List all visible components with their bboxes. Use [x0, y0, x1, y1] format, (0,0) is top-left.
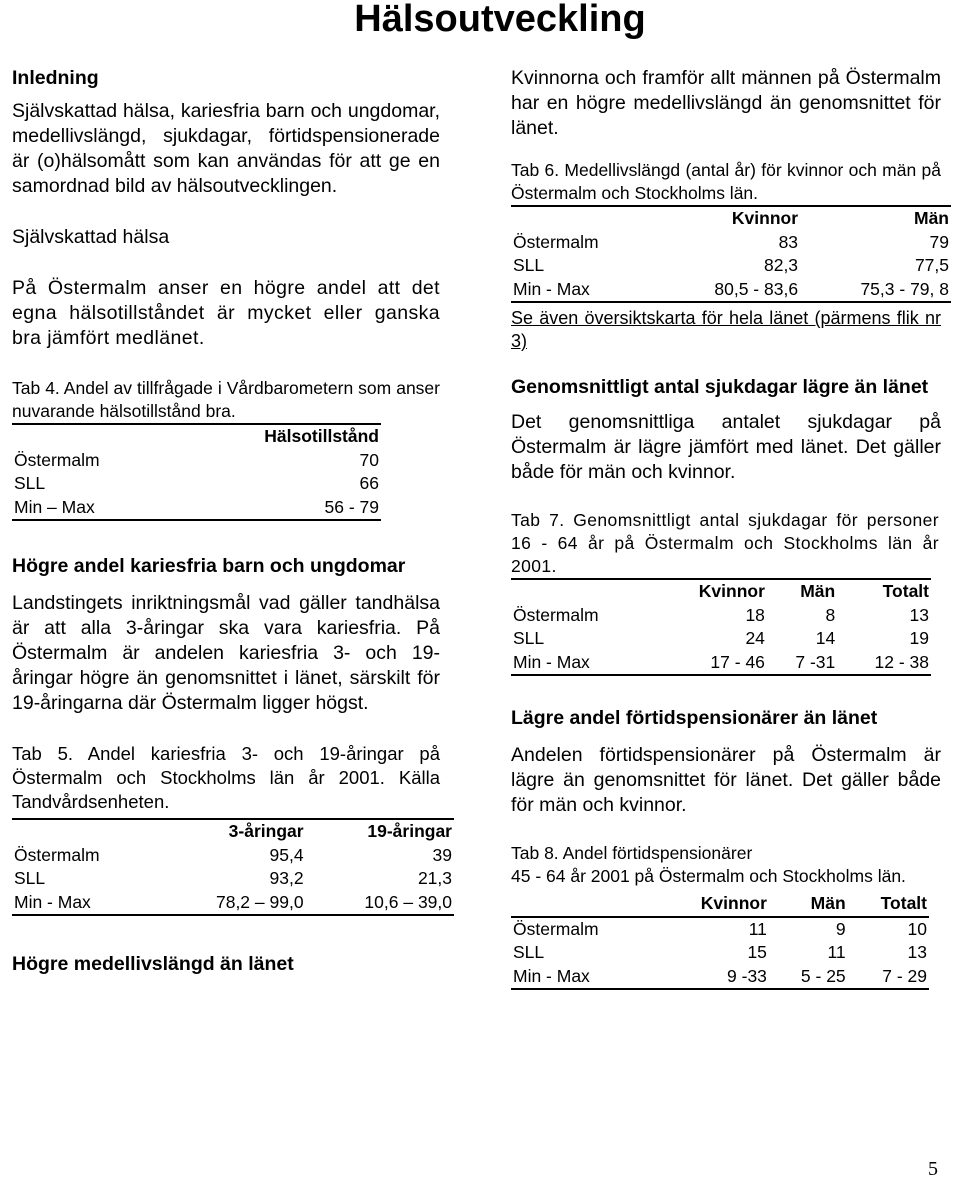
table-cell: 13: [909, 604, 929, 625]
tab6-table: [511, 205, 951, 303]
disability-pension-heading: Lägre andel förtidspensionärer än länet: [511, 707, 878, 729]
table-row: [511, 604, 931, 628]
table-header-cell: [511, 206, 657, 231]
table-cell: SLL: [513, 628, 545, 649]
table-cell: 10,6 – 39,0: [306, 891, 454, 916]
table-header-cell: Män: [800, 206, 951, 231]
table-cell: SLL: [14, 473, 46, 494]
table-header-cell: Kvinnor: [657, 206, 800, 231]
table-cell: 70: [359, 449, 379, 470]
table-cell: 75,3 - 79, 8: [800, 278, 951, 303]
table-header-cell: Hälsotillstånd: [171, 424, 381, 449]
table-row: [12, 496, 381, 521]
table-cell: 8: [825, 604, 836, 625]
table-cell: SLL: [513, 255, 545, 276]
table-cell: 15: [747, 942, 767, 963]
table-row: [511, 917, 929, 942]
table-header-cell: [12, 424, 171, 449]
table-row: [511, 254, 951, 278]
table-cell: 17 - 46: [655, 651, 767, 676]
table-cell: SLL: [513, 942, 545, 963]
table-row: [12, 472, 381, 496]
table-cell: 21,3: [417, 868, 452, 889]
table-header-cell: [511, 892, 656, 917]
table-header-cell: Män: [810, 893, 846, 914]
caries-heading: Högre andel kariesfria barn och ungdomar: [12, 555, 406, 577]
table-cell: 9: [769, 917, 848, 942]
table-cell: 14: [815, 628, 836, 649]
page-title: Hälsoutveckling: [354, 0, 646, 40]
sick-days-heading: Genomsnittligt antal sjukdagar lägre än länet: [511, 376, 929, 398]
table-cell: 7 -31: [767, 651, 837, 676]
intro-text: Självskattad hälsa, kariesfria barn och ungdomar, medellivslängd, sjukdagar, förtidspensionerade är (o)hälsomått som kan användas för att ge en samordnad bild av hälsoutvecklingen.: [12, 100, 440, 197]
table-header-row: [12, 819, 454, 844]
tab6-caption: Tab 6. Medellivslängd (antal år) för kvinnor och män på Östermalm och Stockholms län.: [511, 160, 941, 203]
table-row: [12, 867, 454, 891]
table-header-cell: Totalt: [880, 893, 927, 914]
page-number: 5: [928, 1158, 938, 1180]
table-row: [12, 449, 381, 473]
table-header-cell: Kvinnor: [655, 579, 767, 604]
table-row: [12, 844, 454, 868]
table-cell: 80,5 - 83,6: [657, 278, 800, 303]
table-header-cell: 19-åringar: [306, 819, 454, 844]
table-cell: 82,3: [763, 255, 799, 276]
table-cell: 18: [745, 604, 765, 625]
intro-heading: Inledning: [12, 67, 99, 89]
table-cell: 5 - 25: [769, 965, 848, 990]
table-header-cell: Kvinnor: [700, 893, 767, 914]
self-rated-health-heading: Självskattad hälsa: [12, 226, 170, 248]
table-cell: 9 -33: [656, 965, 769, 990]
tab7-table: [511, 578, 931, 676]
table-cell: 95,4: [269, 844, 304, 865]
table-cell: 10: [848, 917, 929, 942]
table-cell: 78,2 – 99,0: [157, 891, 305, 916]
table-row: [511, 965, 929, 990]
table-cell: 77,5: [914, 255, 949, 276]
table-cell: Östermalm: [513, 231, 599, 252]
sick-days-text: Det genomsnittliga antalet sjukdagar på Östermalm är lägre jämfört med länet. Det gäller både för män och kvinnor.: [511, 411, 941, 483]
table-header-row: [511, 206, 951, 231]
table-cell: SLL: [14, 868, 46, 889]
table-cell: Min - Max: [511, 651, 655, 676]
tab4-table: [12, 423, 381, 521]
table-cell: 83: [778, 231, 799, 252]
table-cell: Östermalm: [513, 604, 599, 625]
table-cell: 13: [907, 942, 927, 963]
caries-text: Landstingets inriktningsmål vad gäller tandhälsa är att alla 3-åringar ska vara kariesfria. På Östermalm är andelen kariesfria 3- och 19-åringar högre än genomsnittet i länet, särskilt för 19-åringarna där Östermalm ligger högst.: [12, 592, 440, 714]
life-expectancy-heading: Högre medellivslängd än länet: [12, 953, 294, 975]
table-row: [511, 651, 931, 676]
table-cell: Östermalm: [511, 917, 656, 942]
table-header-cell: [12, 819, 157, 844]
overview-map-note[interactable]: Se även översiktskarta för hela länet (pärmens flik nr 3): [511, 308, 941, 351]
table-cell: 66: [359, 473, 379, 494]
disability-pension-text: Andelen förtidspensionärer på Östermalm är lägre än genomsnittet för länet. Det gäller både för män och kvinnor.: [511, 744, 941, 816]
tab8-table: [511, 892, 929, 990]
table-cell: Min - Max: [12, 891, 157, 916]
table-cell: 39: [432, 844, 452, 865]
table-row: [12, 891, 454, 916]
table-header-cell: [511, 579, 655, 604]
left-column: [12, 62, 452, 977]
self-rated-health-text: På Östermalm anser en högre andel att det egna hälsotillståndet är mycket eller ganska bra jämfört medlänet.: [12, 277, 440, 349]
life-expectancy-text: Kvinnorna och framför allt männen på Östermalm har en högre medellivslängd än genomsnittet för länet.: [511, 67, 941, 139]
table-cell: Min - Max: [511, 278, 657, 303]
table-header-row: [12, 424, 381, 449]
table-cell: 7 - 29: [848, 965, 929, 990]
tab8-caption-line2: 45 - 64 år 2001 på Östermalm och Stockholms län.: [511, 866, 906, 886]
table-header-cell: Totalt: [837, 579, 931, 604]
tab7-caption: Tab 7. Genomsnittligt antal sjukdagar för personer 16 - 64 år på Östermalm och Stockholms län år 2001.: [511, 510, 939, 576]
table-header-row: [511, 579, 931, 604]
tab5-table: [12, 818, 454, 916]
table-header-cell: Män: [767, 579, 837, 604]
table-cell: 11: [827, 942, 846, 963]
table-row: [511, 941, 929, 965]
table-cell: 19: [909, 628, 929, 649]
tab5-caption: Tab 5. Andel kariesfria 3- och 19-åringar på Östermalm och Stockholms län år 2001. Källa Tandvårdsenheten.: [12, 743, 440, 812]
tab8-caption-line1: Tab 8. Andel förtidspensionärer: [511, 843, 753, 863]
table-row: [511, 627, 931, 651]
table-cell: 12 - 38: [837, 651, 931, 676]
table-row: [511, 278, 951, 303]
table-header-cell: 3-åringar: [157, 819, 305, 844]
table-header-row: [511, 892, 929, 917]
table-cell: 11: [656, 917, 769, 942]
table-cell: Min - Max: [511, 965, 656, 990]
table-cell: 93,2: [269, 868, 304, 889]
table-cell: Östermalm: [14, 449, 100, 470]
table-cell: Östermalm: [14, 844, 100, 865]
right-column: [511, 62, 949, 990]
table-cell: 56 - 79: [171, 496, 381, 521]
table-cell: 79: [929, 231, 949, 252]
table-cell: Min – Max: [12, 496, 171, 521]
table-row: [511, 231, 951, 255]
tab4-caption: Tab 4. Andel av tillfrågade i Vårdbarometern som anser nuvarande hälsotillstånd bra.: [12, 378, 440, 421]
table-cell: 24: [745, 628, 765, 649]
